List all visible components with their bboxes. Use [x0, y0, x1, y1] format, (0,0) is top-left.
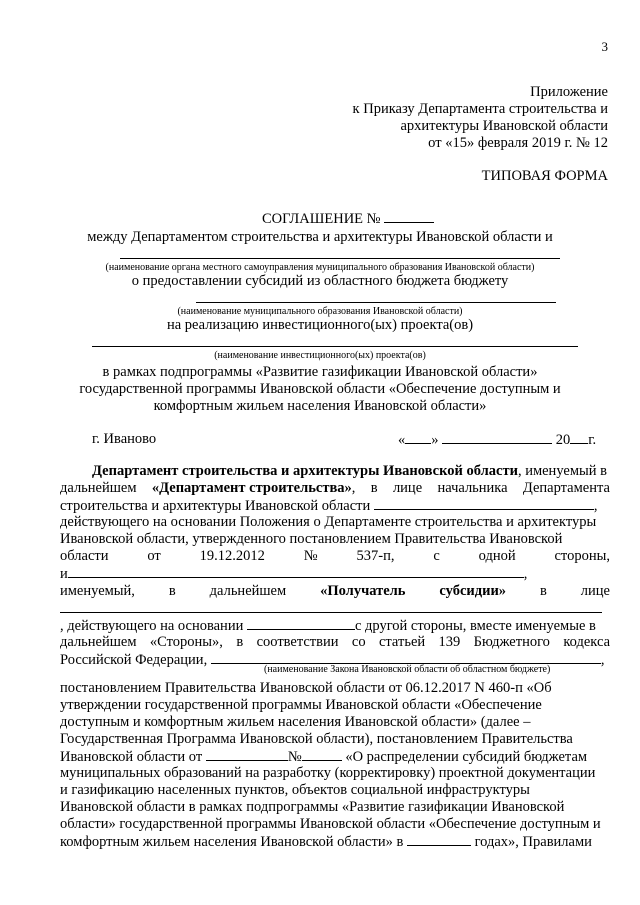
blank-line-project	[92, 346, 578, 347]
agreement-between: между Департаментом строительства и архитектуры Ивановской области и	[87, 229, 553, 245]
caption-local-gov: (наименование органа местного самоуправления муниципального образования Ивановской области)	[105, 262, 535, 273]
blank-line-representative	[60, 612, 602, 613]
form-type: ТИПОВАЯ ФОРМА	[481, 168, 608, 184]
para1-line1: Департамент строительства и архитектуры Ивановской области, именуемый в	[92, 463, 607, 479]
para2-line1: постановлением Правительства Ивановской области от 06.12.2017 N 460-п «Об	[60, 680, 552, 696]
date-line: « » 20 г.	[398, 432, 597, 448]
order-line-3: от «15» февраля 2019 г. № 12	[428, 135, 608, 151]
para1-line12: Российской Федерации, ,	[60, 652, 605, 668]
blank-line-municipality	[196, 302, 556, 303]
blank-line-local-gov	[120, 258, 560, 259]
para2-line3: доступным и комфортным жильем населения Ивановской области» (далее –	[60, 714, 531, 730]
agreement-title: СОГЛАШЕНИЕ №	[262, 210, 434, 228]
para2-line6: муниципальных образований на разработку (корректировку) проектной документации	[60, 765, 596, 781]
program-line-1: в рамках подпрограммы «Развитие газификации Ивановской области»	[102, 364, 538, 380]
para1-line2: дальнейшем «Департамент строительства», в лице начальника Департамента	[60, 480, 610, 496]
subsidies-line: о предоставлении субсидий из областного бюджета бюджету	[131, 273, 509, 289]
page-number: 3	[601, 39, 608, 54]
para1-line6: области от 19.12.2012 № 537-п, с одной стороны,	[60, 548, 610, 564]
caption-law: (наименование Закона Ивановской области об областном бюджете)	[264, 664, 551, 675]
para2-line8: Ивановской области в рамках подпрограммы «Развитие газификации Ивановской	[60, 799, 565, 815]
para1-line4: действующего на основании Положения о Департаменте строительства и архитектуры	[60, 514, 597, 530]
para1-line10: , действующего на основании с другой стороны, вместе именуемые в	[60, 618, 596, 634]
para2-line4: Государственная Программа Ивановской области), постановлением Правительства	[60, 731, 573, 747]
city-label: г. Иваново	[92, 431, 157, 447]
order-line-2: архитектуры Ивановской области	[400, 118, 608, 134]
caption-municipality: (наименование муниципального образования Ивановской области)	[177, 306, 463, 317]
para2-line2: утверждении государственной программы Ивановской области «Обеспечение	[60, 697, 542, 713]
investment-line: на реализацию инвестиционного(ых) проекта(ов)	[166, 317, 474, 333]
para2-line10: комфортным жильем населения Ивановской области» в годах», Правилами	[60, 834, 592, 850]
appendix-label: Приложение	[530, 84, 608, 100]
para2-line9: области» государственной программы Ивановской области «Обеспечение доступным и	[60, 816, 601, 832]
caption-project: (наименование инвестиционного(ых) проекта(ов)	[214, 350, 426, 361]
para1-line8: именуемый, в дальнейшем «Получатель субсидии» в лице	[60, 583, 610, 599]
order-line-1: к Приказу Департамента строительства и	[352, 101, 608, 117]
para2-line7: и газификацию населенных пунктов, объектов социальной инфраструктуры	[60, 782, 530, 798]
para1-line5: Ивановской области, утвержденного постановлением Правительства Ивановской	[60, 531, 563, 547]
program-line-2: государственной программы Ивановской области «Обеспечение доступным и	[79, 381, 561, 397]
para2-line5: Ивановской области от № «О распределении субсидий бюджетам	[60, 749, 588, 765]
para1-line11: дальнейшем «Стороны», в соответствии со статьей 139 Бюджетного кодекса	[60, 634, 610, 650]
para1-line3: строительства и архитектуры Ивановской области ,	[60, 498, 598, 514]
program-line-3: комфортным жильем населения Ивановской области»	[153, 398, 487, 414]
para1-line7: и ,	[60, 566, 528, 582]
